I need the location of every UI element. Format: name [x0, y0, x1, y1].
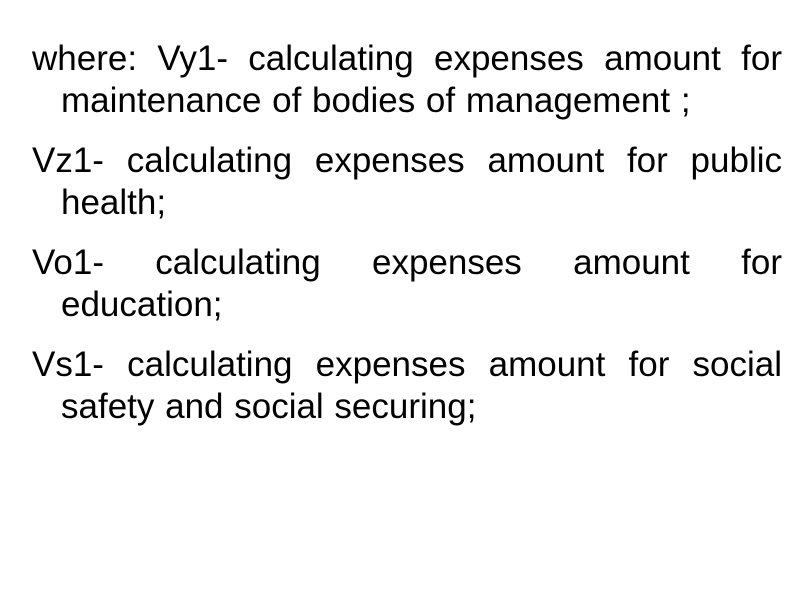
definition-vy1: where: Vy1- calculating expenses amount for maintenance of bodies of management ; — [32, 39, 782, 120]
definition-vo1: Vo1- calculating expenses amount for education; — [32, 243, 782, 324]
definition-vs1: Vs1- calculating expenses amount for social safety and social securing; — [32, 345, 782, 426]
definition-vz1: Vz1- calculating expenses amount for public health; — [32, 141, 782, 222]
text-body — [32, 38, 782, 446]
